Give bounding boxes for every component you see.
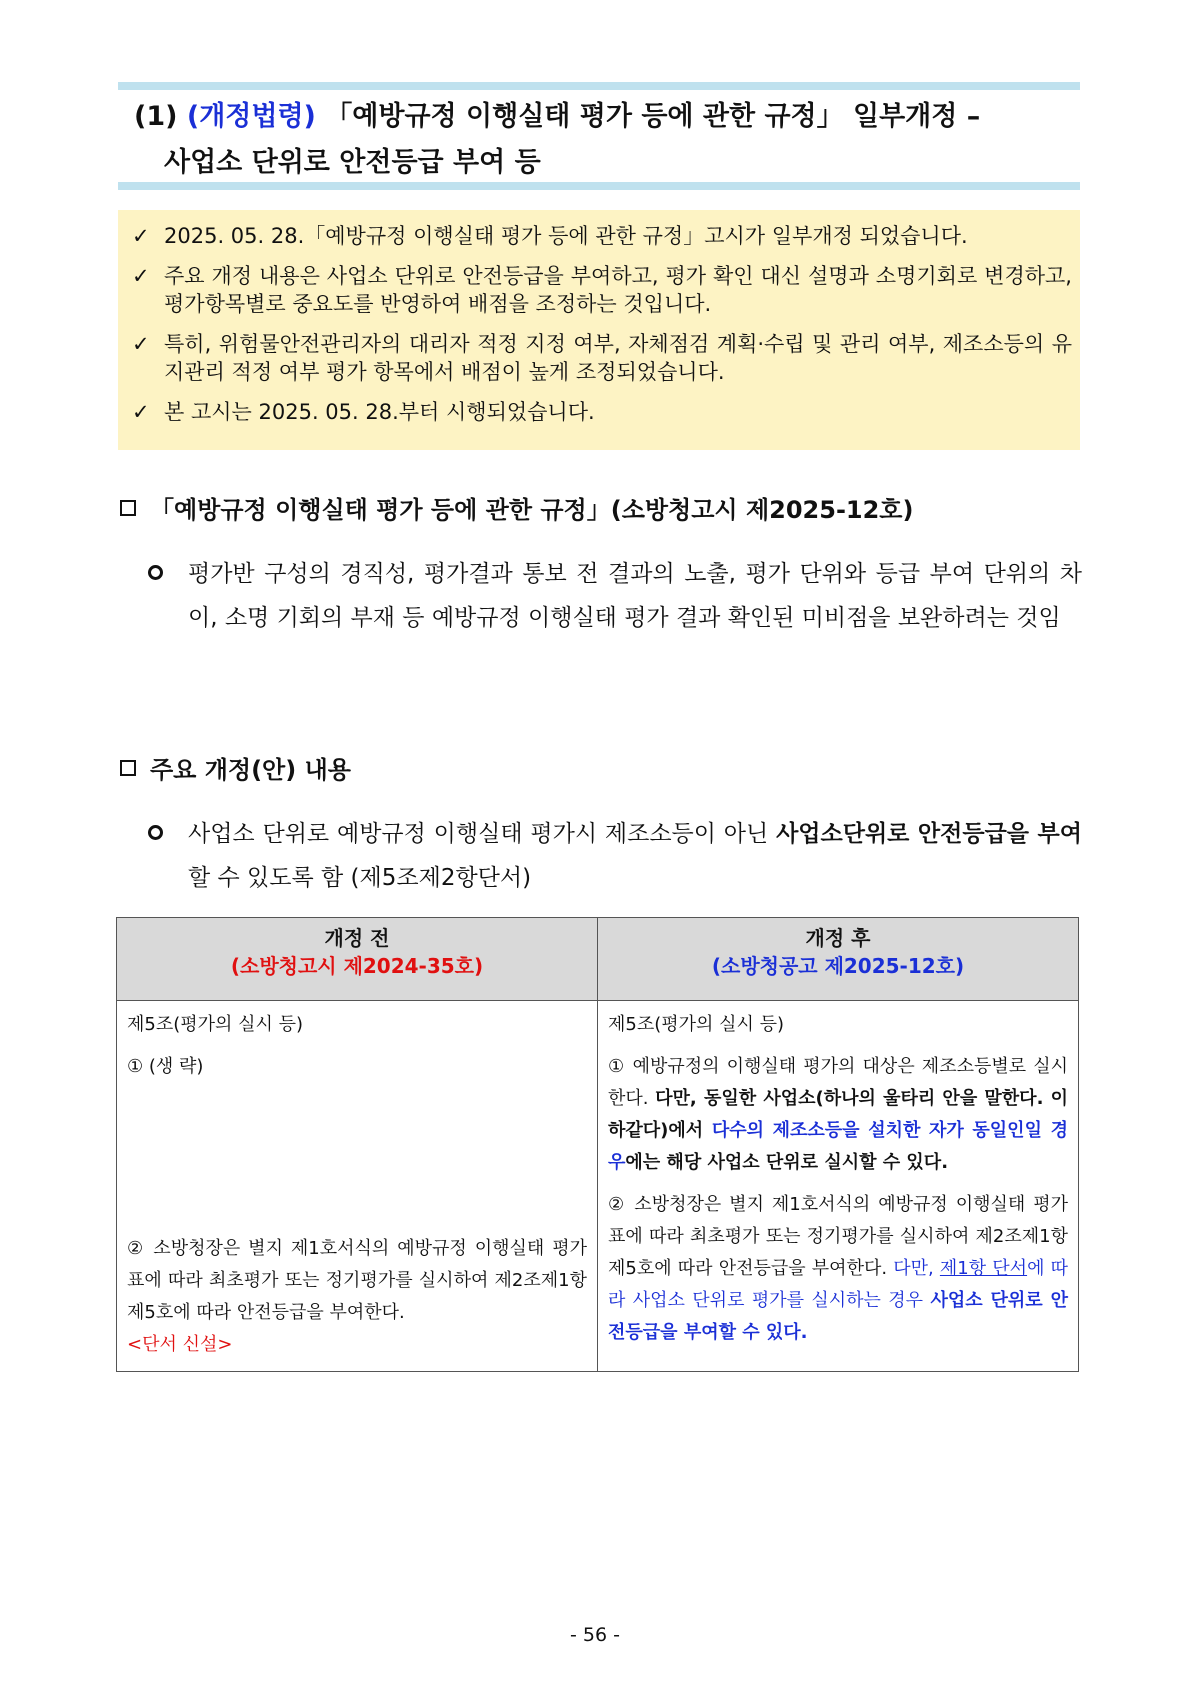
section-number: (1)	[134, 101, 178, 132]
square-bullet-icon	[120, 760, 136, 776]
after-cell: 제5조(평가의 실시 등) ① 예방규정의 이행실태 평가의 대상은 제조소등별로 실시한다. 다만, 동일한 사업소(하나의 울타리 안을 말한다. 이하같다)에서 다수의 제조소등을 설치한 자가 동일인일 경우에는 해당 사업소 단위로 실시할 수 있다. ② 소방청장은 별지 제1호서식의 예방규정 이행실태 평가표에 따라 최초평가 또는 정기평가를 실시하여 제2조제1항제5호에 따라 안전등급을 부여한다. 다만, 제1항 단서에 따라 사업소 단위로 평가를 실시하는 경우 사업소 단위로 안전등급을 부여할 수 있다.	[598, 1001, 1079, 1372]
section-heading-regulation: 「예방규정 이행실태 평가 등에 관한 규정」(소방청고시 제2025-12호)	[120, 490, 913, 525]
comparison-table	[116, 917, 1079, 1372]
summary-item: ✓ 주요 개정 내용은 사업소 단위로 안전등급을 부여하고, 평가 확인 대신 설명과 소명기회로 변경하고, 평가항목별로 중요도를 반영하여 배점을 조정하는 것입니다.	[132, 264, 1072, 316]
change-paragraph: 사업소 단위로 예방규정 이행실태 평가시 제조소등이 아닌 사업소단위로 안전등급을 부여할 수 있도록 함 (제5조제2항단서)	[148, 812, 1082, 900]
after-header: 개정 후 (소방청공고 제2025-12호)	[598, 918, 1079, 1001]
summary-item: ✓ 본 고시는 2025. 05. 28.부터 시행되었습니다.	[132, 400, 595, 424]
title-line2: 사업소 단위로 안전등급 부여 등	[164, 147, 541, 178]
before-cell: 제5조(평가의 실시 등) ① (생 략) ② 소방청장은 별지 제1호서식의 예방규정 이행실태 평가표에 따라 최초평가 또는 정기평가를 실시하여 제2조제1항제5호에 따라 안전등급을 부여한다. <단서 신설>	[117, 1001, 598, 1372]
checkmark-icon: ✓	[132, 400, 150, 424]
page-number: - 56 -	[570, 1624, 620, 1646]
section-heading-main-changes: 주요 개정(안) 내용	[120, 750, 351, 785]
header-bottom-band	[118, 182, 1080, 190]
summary-item: ✓ 특히, 위험물안전관리자의 대리자 적정 지정 여부, 자체점검 계획·수립 및 관리 여부, 제조소등의 유지관리 적정 여부 평가 항목에서 배점이 높게 조정되었습니다.	[132, 332, 1072, 384]
title-line1: 「예방규정 이행실태 평가 등에 관한 규정」 일부개정 –	[325, 101, 981, 132]
checkmark-icon: ✓	[132, 264, 150, 288]
section-title	[118, 94, 1080, 186]
summary-box	[118, 210, 1080, 450]
circle-bullet-icon	[148, 812, 188, 900]
checkmark-icon: ✓	[132, 332, 150, 356]
header-top-band	[118, 82, 1080, 90]
purpose-paragraph: 평가반 구성의 경직성, 평가결과 통보 전 결과의 노출, 평가 단위와 등급 부여 단위의 차이, 소명 기회의 부재 등 예방규정 이행실태 평가 결과 확인된 미비점을 보완하려는 것임	[148, 552, 1082, 640]
before-header: 개정 전 (소방청고시 제2024-35호)	[117, 918, 598, 1001]
summary-item: ✓ 2025. 05. 28.「예방규정 이행실태 평가 등에 관한 규정」고시가 일부개정 되었습니다.	[132, 224, 968, 248]
circle-bullet-icon	[148, 552, 188, 640]
checkmark-icon: ✓	[132, 224, 150, 248]
square-bullet-icon	[120, 500, 136, 516]
amendment-tag: (개정법령)	[186, 101, 316, 132]
